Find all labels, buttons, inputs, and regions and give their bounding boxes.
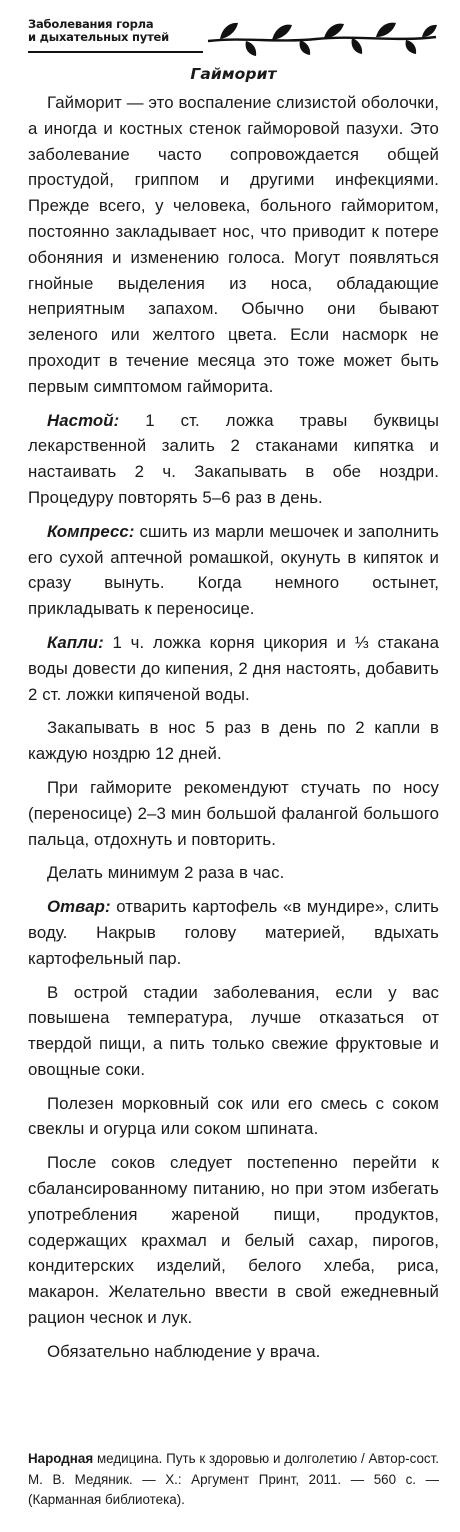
compress-text: сшить из марли мешочек и заполнить его сухой аптечной ромашкой, окунуть в кипяток и сразу вынуть. Когда немного остынет, прикладывать к переносице.	[28, 521, 439, 619]
section-title-line-1: Заболевания горла	[28, 17, 154, 31]
intro-paragraph: Гайморит — это воспаление слизистой оболочки, а иногда и костных стенок гайморовой пазухи. Это заболевание часто сопровождается общей простудой, гриппом и другими инфекциями. Прежде всего, у человека, больного гайморитом, постоянно закладывает нос, что приводит к потере обоняния и изменению голоса. Могут появляться гнойные выделения из носа, обладающие неприятным запахом. Обычно они бывают зеленого или желтого цвета. Если насморк не проходит в течение месяца это тоже может быть первым симптомом гайморита.	[28, 93, 439, 396]
drops-text: 1 ч. ложка корня цикория и ⅓ стакана воды довести до кипения, 2 дня настоять, добавить 2 ст. ложки кипяченой воды.	[28, 632, 440, 704]
infusion-text: 1 ст. ложка травы буквицы лекарственной залить 2 стаканами кипятка и настаивать 2 ч. Закапывать в обе ноздри. Процедуру повторять 5–6 раз в день.	[28, 410, 439, 507]
drops-label: Капли:	[47, 632, 104, 652]
leaf-vine-ornament-icon	[206, 16, 438, 58]
doctor-paragraph: Обязательно наблюдение у врача.	[47, 1341, 321, 1361]
section-title-line-2: и дыхательных путей	[28, 30, 170, 44]
tapping-frequency-paragraph: Делать минимум 2 раза в час.	[47, 863, 285, 883]
article-title: Гайморит	[190, 65, 277, 83]
decoction-paragraph	[28, 894, 439, 971]
diet-paragraph: После соков следует постепенно перейти к сбалансированному питанию, но при этом избегать употребления жареной пищи, продуктов, содержащих крахмал и белый сахар, пирогов, кондитерских изделий, белого хлеба, риса, макарон. Желательно ввести в свой ежедневный рацион чеснок и лук.	[28, 1153, 439, 1328]
compress-paragraph	[28, 519, 439, 622]
source-lead: Народная	[28, 1451, 94, 1466]
source-text: медицина. Путь к здоровью и долголетию / Автор-сост. М. В. Медяник. — Х.: Аргумент Принт, 2011. — 560 с. — (Карманная библиотека).	[28, 1451, 439, 1507]
decoction-text: отварить картофель «в мундире», слить воду. Накрыв голову материей, вдыхать картофельный пар.	[28, 897, 440, 968]
acute-stage-paragraph: В острой стадии заболевания, если у вас повышена температура, лучше отказаться от твердой пищи, а пить только свежие фруктовые и овощные соки.	[28, 982, 439, 1079]
section-title	[28, 18, 208, 44]
source-citation	[28, 1449, 439, 1511]
infusion-label: Настой:	[47, 410, 120, 430]
tapping-paragraph: При гайморите рекомендуют стучать по носу (переносице) 2–3 мин большой фалангой большого пальца, отдохнуть и повторить.	[28, 777, 439, 849]
carrot-juice-paragraph: Полезен морковный сок или его смесь с соком свеклы и огурца или соком шпината.	[28, 1093, 439, 1139]
decoction-label: Отвар:	[47, 897, 111, 917]
compress-label: Компресс:	[47, 521, 135, 541]
drops-paragraph	[28, 630, 439, 707]
article	[28, 62, 439, 1365]
infusion-paragraph	[28, 408, 439, 511]
drops-dosage-paragraph: Закапывать в нос 5 раз в день по 2 капли в каждую ноздрю 12 дней.	[28, 718, 439, 764]
running-header	[28, 14, 438, 62]
header-rule	[28, 51, 203, 53]
